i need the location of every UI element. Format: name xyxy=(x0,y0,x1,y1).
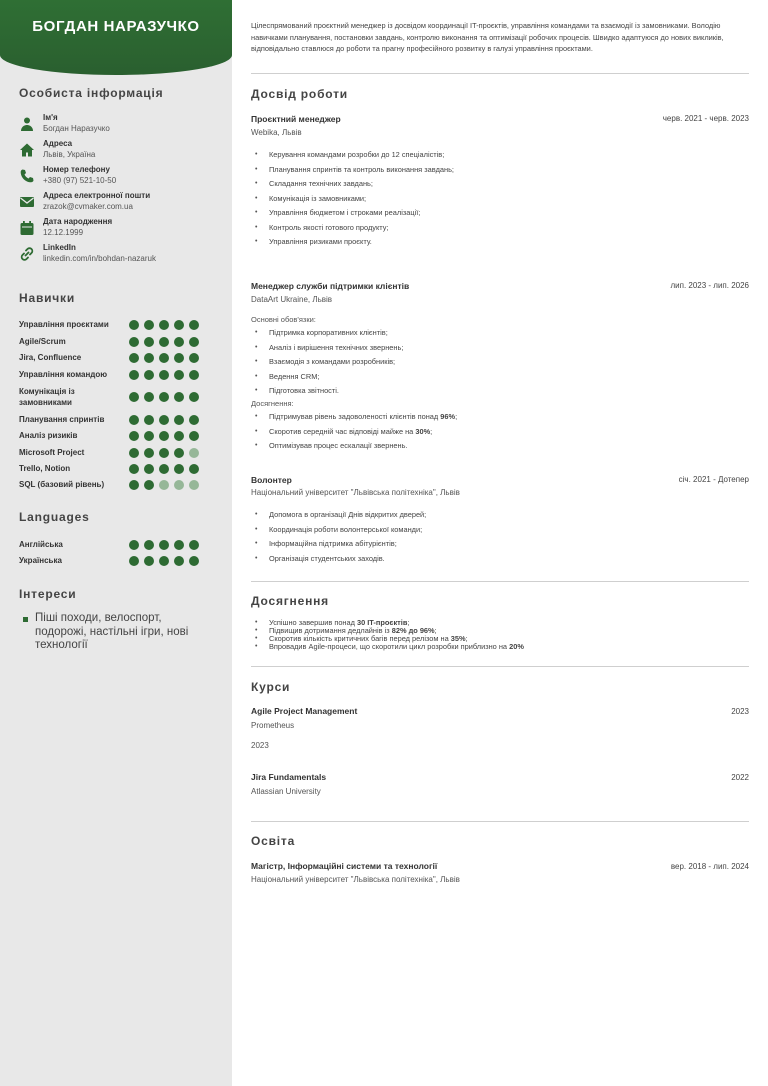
rating-dot-icon xyxy=(189,415,199,425)
course-date: 2022 xyxy=(731,773,749,782)
job-title: Менеджер служби підтримки клієнтів xyxy=(251,281,410,291)
rating-dot-icon xyxy=(189,320,199,330)
rating-dot-icon xyxy=(174,431,184,441)
course-title: Jira Fundamentals xyxy=(251,772,327,782)
job-company: Webika, Львів xyxy=(251,128,302,137)
rating-dot-icon xyxy=(129,540,139,550)
personal-info-item xyxy=(19,192,219,216)
phone-icon xyxy=(19,168,35,184)
rating-dot-icon xyxy=(189,353,199,363)
course-date: 2023 xyxy=(731,707,749,716)
skill-name: Agile/Scrum xyxy=(19,337,66,346)
list-item: • Управління бюджетом і строками реалізації; xyxy=(255,207,454,222)
rating-dot-icon xyxy=(129,431,139,441)
rating-dot-icon xyxy=(174,320,184,330)
skill-name: Комунікація із замовниками xyxy=(19,387,75,407)
list-item: • Управління ризиками проєкту. xyxy=(255,236,454,251)
job-company: Національний університет "Львівська політехніка", Львів xyxy=(251,488,460,497)
rating-dot-icon xyxy=(144,415,154,425)
section-divider xyxy=(251,581,749,582)
rating-dot-icon xyxy=(129,337,139,347)
rating-dot-icon xyxy=(174,415,184,425)
degree-title: Магістр, Інформаційні системи та технології xyxy=(251,861,438,871)
rating-dot-icon xyxy=(174,448,184,458)
job-responsibilities xyxy=(255,149,454,251)
job-date: лип. 2023 - лип. 2026 xyxy=(670,281,749,290)
list-item: • Аналіз і вирішення технічних звернень; xyxy=(255,342,403,357)
profile-summary: Цілеспрямований проєктний менеджер із досвідом координації IT-проєктів, управління командами та взаємодії із замовниками. Володію навичками планування, постановки завдань, контролю виконання та оптимізації робочих процесів. Швидко адаптуюся до нових викликів, відповідально ставлюся до роботи та прагну професійного розвитку в галузі управління проєктами. xyxy=(251,21,724,53)
achievements-list xyxy=(255,619,524,651)
rating-dot-icon xyxy=(129,392,139,402)
personal-info-title: Особиста інформація xyxy=(19,86,164,100)
job-date: черв. 2021 - черв. 2023 xyxy=(662,114,749,123)
rating-dot-icon xyxy=(144,556,154,566)
personal-info-item xyxy=(19,218,219,242)
info-label: Адреса електронної пошти xyxy=(43,191,151,200)
skill-rating xyxy=(129,353,199,363)
rating-dot-icon xyxy=(189,540,199,550)
info-label: LinkedIn xyxy=(43,243,76,252)
rating-dot-icon xyxy=(144,464,154,474)
course-provider: Prometheus xyxy=(251,721,295,730)
list-item: • Оптимізував процес ескалації звернень. xyxy=(255,440,457,455)
language-name: Англійська xyxy=(19,540,63,549)
rating-dot-icon xyxy=(144,431,154,441)
rating-dot-icon xyxy=(159,370,169,380)
candidate-name: БОГДАН НАРАЗУЧКО xyxy=(32,18,200,35)
rating-dot-icon xyxy=(189,370,199,380)
home-icon xyxy=(19,142,35,158)
rating-dot-icon xyxy=(159,353,169,363)
personal-info-item xyxy=(19,166,219,190)
skill-rating xyxy=(129,320,199,330)
list-item: • Координація роботи волонтерської команди; xyxy=(255,524,426,539)
rating-dot-icon xyxy=(189,337,199,347)
rating-dot-icon xyxy=(129,370,139,380)
rating-dot-icon xyxy=(129,448,139,458)
list-item: • Успішно завершив понад 30 IT-проєктів; xyxy=(255,619,524,627)
job-responsibilities xyxy=(255,509,426,567)
skill-rating xyxy=(129,480,199,490)
language-rating xyxy=(129,556,199,566)
info-value[interactable]: zrazok@cvmaker.com.ua xyxy=(43,202,133,211)
rating-dot-icon xyxy=(144,540,154,550)
skills-title: Навички xyxy=(19,291,76,305)
job-title: Волонтер xyxy=(251,475,292,485)
sidebar xyxy=(0,0,232,1086)
job-date: січ. 2021 - Дотепер xyxy=(678,475,749,484)
language-name: Українська xyxy=(19,556,62,565)
language-rating xyxy=(129,540,199,550)
rating-dot-icon xyxy=(174,353,184,363)
skill-name: Планування спринтів xyxy=(19,415,105,424)
skill-name: Аналіз ризиків xyxy=(19,431,78,440)
info-value[interactable]: linkedin.com/in/bohdan-nazaruk xyxy=(43,254,156,263)
section-divider xyxy=(251,666,749,667)
job-title: Проєктний менеджер xyxy=(251,114,341,124)
rating-dot-icon xyxy=(129,415,139,425)
skill-name: Trello, Notion xyxy=(19,464,71,473)
skill-rating xyxy=(129,370,199,380)
education-date: вер. 2018 - лип. 2024 xyxy=(670,862,749,871)
rating-dot-icon xyxy=(159,431,169,441)
skill-name: Управління проєктами xyxy=(19,320,109,329)
personal-info-item xyxy=(19,114,219,138)
list-item: • Складання технічних завдань; xyxy=(255,178,454,193)
skill-rating xyxy=(129,448,199,458)
rating-dot-icon xyxy=(189,448,199,458)
skill-name: SQL (базовий рівень) xyxy=(19,480,105,489)
rating-dot-icon xyxy=(144,370,154,380)
rating-dot-icon xyxy=(129,320,139,330)
rating-dot-icon xyxy=(159,480,169,490)
rating-dot-icon xyxy=(129,353,139,363)
rating-dot-icon xyxy=(174,556,184,566)
rating-dot-icon xyxy=(174,540,184,550)
rating-dot-icon xyxy=(159,556,169,566)
rating-dot-icon xyxy=(174,337,184,347)
interests-title: Інтереси xyxy=(19,587,77,601)
education-institution: Національний університет "Львівська політехніка", Львів xyxy=(251,875,460,884)
info-label: Ім'я xyxy=(43,113,58,122)
list-item: • Контроль якості готового продукту; xyxy=(255,222,454,237)
info-label: Адреса xyxy=(43,139,73,148)
achievements-label: Досягнення: xyxy=(251,399,294,408)
rating-dot-icon xyxy=(159,415,169,425)
education-title: Освіта xyxy=(251,834,296,848)
rating-dot-icon xyxy=(189,480,199,490)
rating-dot-icon xyxy=(159,337,169,347)
list-item: • Підготовка звітності. xyxy=(255,385,403,400)
experience-title: Досвід роботи xyxy=(251,87,348,101)
rating-dot-icon xyxy=(174,392,184,402)
list-item: • Планування спринтів та контроль виконання завдань; xyxy=(255,164,454,179)
skill-rating xyxy=(129,337,199,347)
info-value: Львів, Україна xyxy=(43,150,96,159)
calendar-icon xyxy=(19,220,35,236)
list-item: • Допомога в організації Днів відкритих дверей; xyxy=(255,509,426,524)
person-icon xyxy=(19,116,35,132)
course-note: 2023 xyxy=(251,741,269,750)
list-item: • Керування командами розробки до 12 спеціалістів; xyxy=(255,149,454,164)
rating-dot-icon xyxy=(159,464,169,474)
info-label: Дата народження xyxy=(43,217,113,226)
list-item: • Комунікація із замовниками; xyxy=(255,193,454,208)
rating-dot-icon xyxy=(144,353,154,363)
skill-rating xyxy=(129,392,199,402)
square-bullet-icon xyxy=(23,617,28,622)
section-divider xyxy=(251,73,749,74)
skill-name: Jira, Confluence xyxy=(19,353,82,362)
list-item: • Підтримував рівень задоволеності клієнтів понад 96%; xyxy=(255,411,457,426)
list-item: • Інформаційна підтримка абітурієнтів; xyxy=(255,538,426,553)
list-item: • Взаємодія з командами розробників; xyxy=(255,356,403,371)
list-item: • Організація студентських заходів. xyxy=(255,553,426,568)
languages-title: Languages xyxy=(19,510,90,524)
rating-dot-icon xyxy=(144,392,154,402)
rating-dot-icon xyxy=(129,464,139,474)
rating-dot-icon xyxy=(159,392,169,402)
rating-dot-icon xyxy=(144,480,154,490)
rating-dot-icon xyxy=(144,320,154,330)
name-banner xyxy=(0,0,232,75)
rating-dot-icon xyxy=(189,431,199,441)
skill-name: Управління командою xyxy=(19,370,108,379)
skill-rating xyxy=(129,431,199,441)
course-title: Agile Project Management xyxy=(251,706,358,716)
info-value: +380 (97) 521-10-50 xyxy=(43,176,117,185)
info-value: Богдан Наразучко xyxy=(43,124,110,133)
skill-rating xyxy=(129,464,199,474)
rating-dot-icon xyxy=(144,448,154,458)
section-divider xyxy=(251,821,749,822)
rating-dot-icon xyxy=(159,320,169,330)
list-item: • Ведення CRM; xyxy=(255,371,403,386)
rating-dot-icon xyxy=(129,556,139,566)
rating-dot-icon xyxy=(189,392,199,402)
list-item: • Скоротив кількість критичних багів перед релізом на 35%; xyxy=(255,635,524,643)
personal-info-item xyxy=(19,140,219,164)
link-icon xyxy=(19,246,35,262)
rating-dot-icon xyxy=(159,540,169,550)
rating-dot-icon xyxy=(174,464,184,474)
rating-dot-icon xyxy=(144,337,154,347)
info-value: 12.12.1999 xyxy=(43,228,84,237)
skill-rating xyxy=(129,415,199,425)
list-item: • Підвищив дотримання дедлайнів із 82% до 96%; xyxy=(255,627,524,635)
rating-dot-icon xyxy=(174,370,184,380)
info-label: Номер телефону xyxy=(43,165,110,174)
job-company: DataArt Ukraine, Львів xyxy=(251,295,333,304)
envelope-icon xyxy=(19,194,35,210)
skill-name: Microsoft Project xyxy=(19,448,85,457)
course-provider: Atlassian University xyxy=(251,787,321,796)
job-duties xyxy=(255,327,403,400)
list-item: • Впровадив Agile-процеси, що скоротили цикл розробки приблизно на 20% xyxy=(255,643,524,651)
rating-dot-icon xyxy=(129,480,139,490)
interests-text: Піші походи, велоспорт, подорожі, настільні ігри, нові технології xyxy=(35,612,189,651)
rating-dot-icon xyxy=(189,556,199,566)
duties-label: Основні обов'язки: xyxy=(251,315,316,324)
list-item: • Скоротив середній час відповіді майже на 30%; xyxy=(255,426,457,441)
rating-dot-icon xyxy=(189,464,199,474)
job-achievements xyxy=(255,411,457,455)
personal-info-item xyxy=(19,244,219,268)
rating-dot-icon xyxy=(159,448,169,458)
achievements-title: Досягнення xyxy=(251,594,329,608)
courses-title: Курси xyxy=(251,680,291,694)
rating-dot-icon xyxy=(174,480,184,490)
list-item: • Підтримка корпоративних клієнтів; xyxy=(255,327,403,342)
